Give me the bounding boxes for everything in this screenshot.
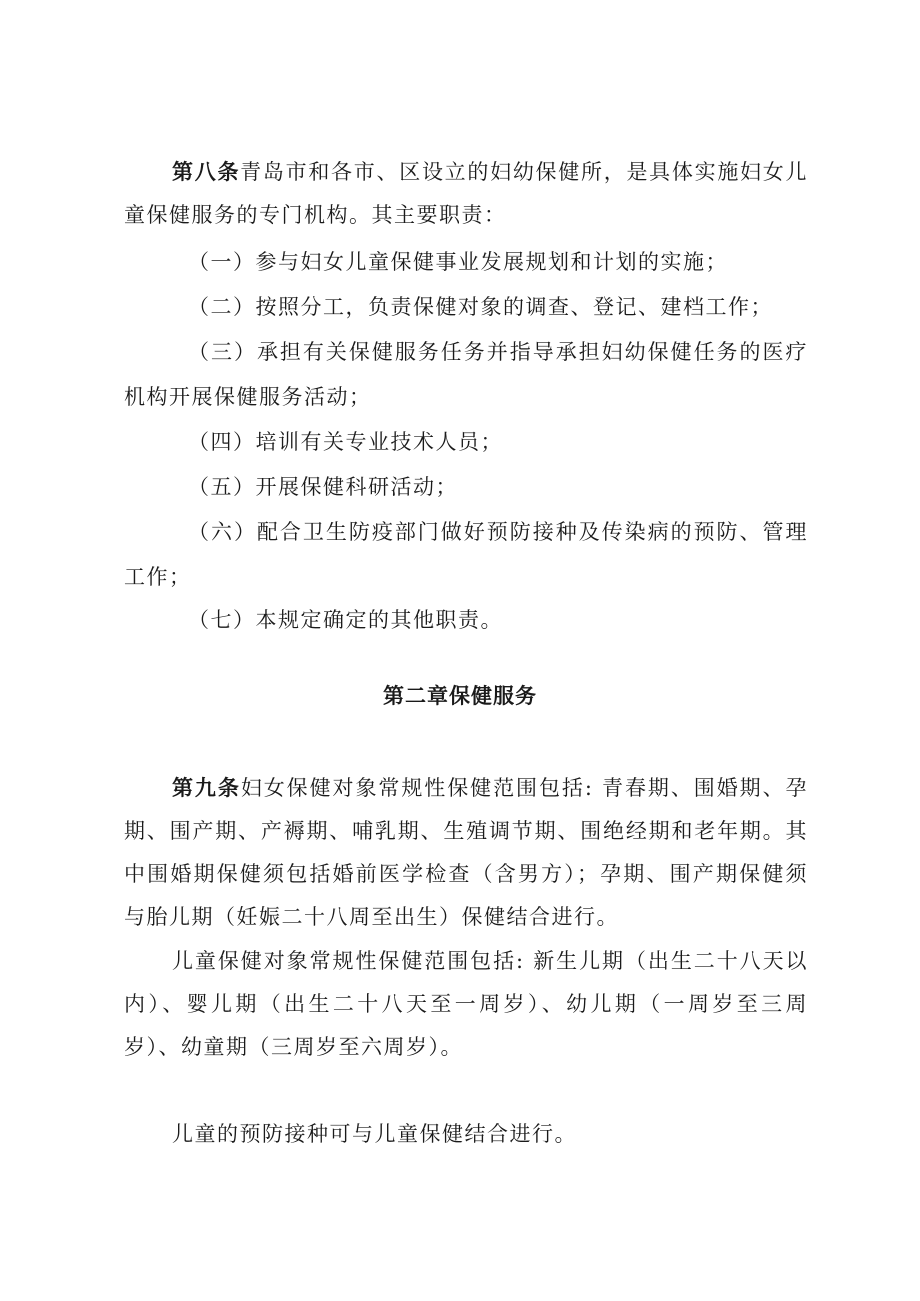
article-8-paragraph <box>124 150 808 237</box>
article-8-body: 青岛市和各市、区设立的妇幼保健所，是具体实施妇女儿童保健服务的专门机构。其主要职责： <box>124 160 809 227</box>
article-8-item-1: （一）参与妇女儿童保健事业发展规划和计划的实施； <box>188 250 728 274</box>
article-8-item-6: （六）配合卫生防疫部门做好预防接种及传染病的预防、管理工作； <box>124 520 808 589</box>
vaccination-paragraph: 儿童的预防接种可与儿童保健结合进行。 <box>172 1122 577 1146</box>
child-care-paragraph: 儿童保健对象常规性保健范围包括: 新生儿期（出生二十八天以内）、婴儿期（出生二十八天至一周岁）、幼儿期（一周岁至三周岁）、幼童期（三周岁至六周岁）。 <box>124 949 808 1059</box>
article-8-item-3: （三）承担有关保健服务任务并指导承担妇幼保健任务的医疗机构开展保健服务活动； <box>124 340 808 409</box>
article-8-item-4: （四）培训有关专业技术人员； <box>188 430 503 454</box>
article-8-item-5: （五）开展保健科研活动； <box>188 475 458 499</box>
chapter-title: 第二章保健服务 <box>383 683 537 708</box>
article-8-item-2: （二）按照分工，负责保健对象的调查、登记、建档工作； <box>188 295 773 319</box>
article-8-item-7: （七）本规定确定的其他职责。 <box>188 608 503 632</box>
article-9-paragraph <box>124 766 808 939</box>
article-8-number: 第八条 <box>172 159 241 184</box>
article-9-body: 妇女保健对象常规性保健范围包括: 青春期、围婚期、孕期、围产期、产褥期、哺乳期、生殖调节期、围绝经期和老年期。其中围婚期保健须包括婚前医学检查（含男方）；孕期、围产期保健须与胎儿期（妊娠二十八周至出生）保健结合进行。 <box>124 776 809 929</box>
article-9-number: 第九条 <box>172 775 241 800</box>
